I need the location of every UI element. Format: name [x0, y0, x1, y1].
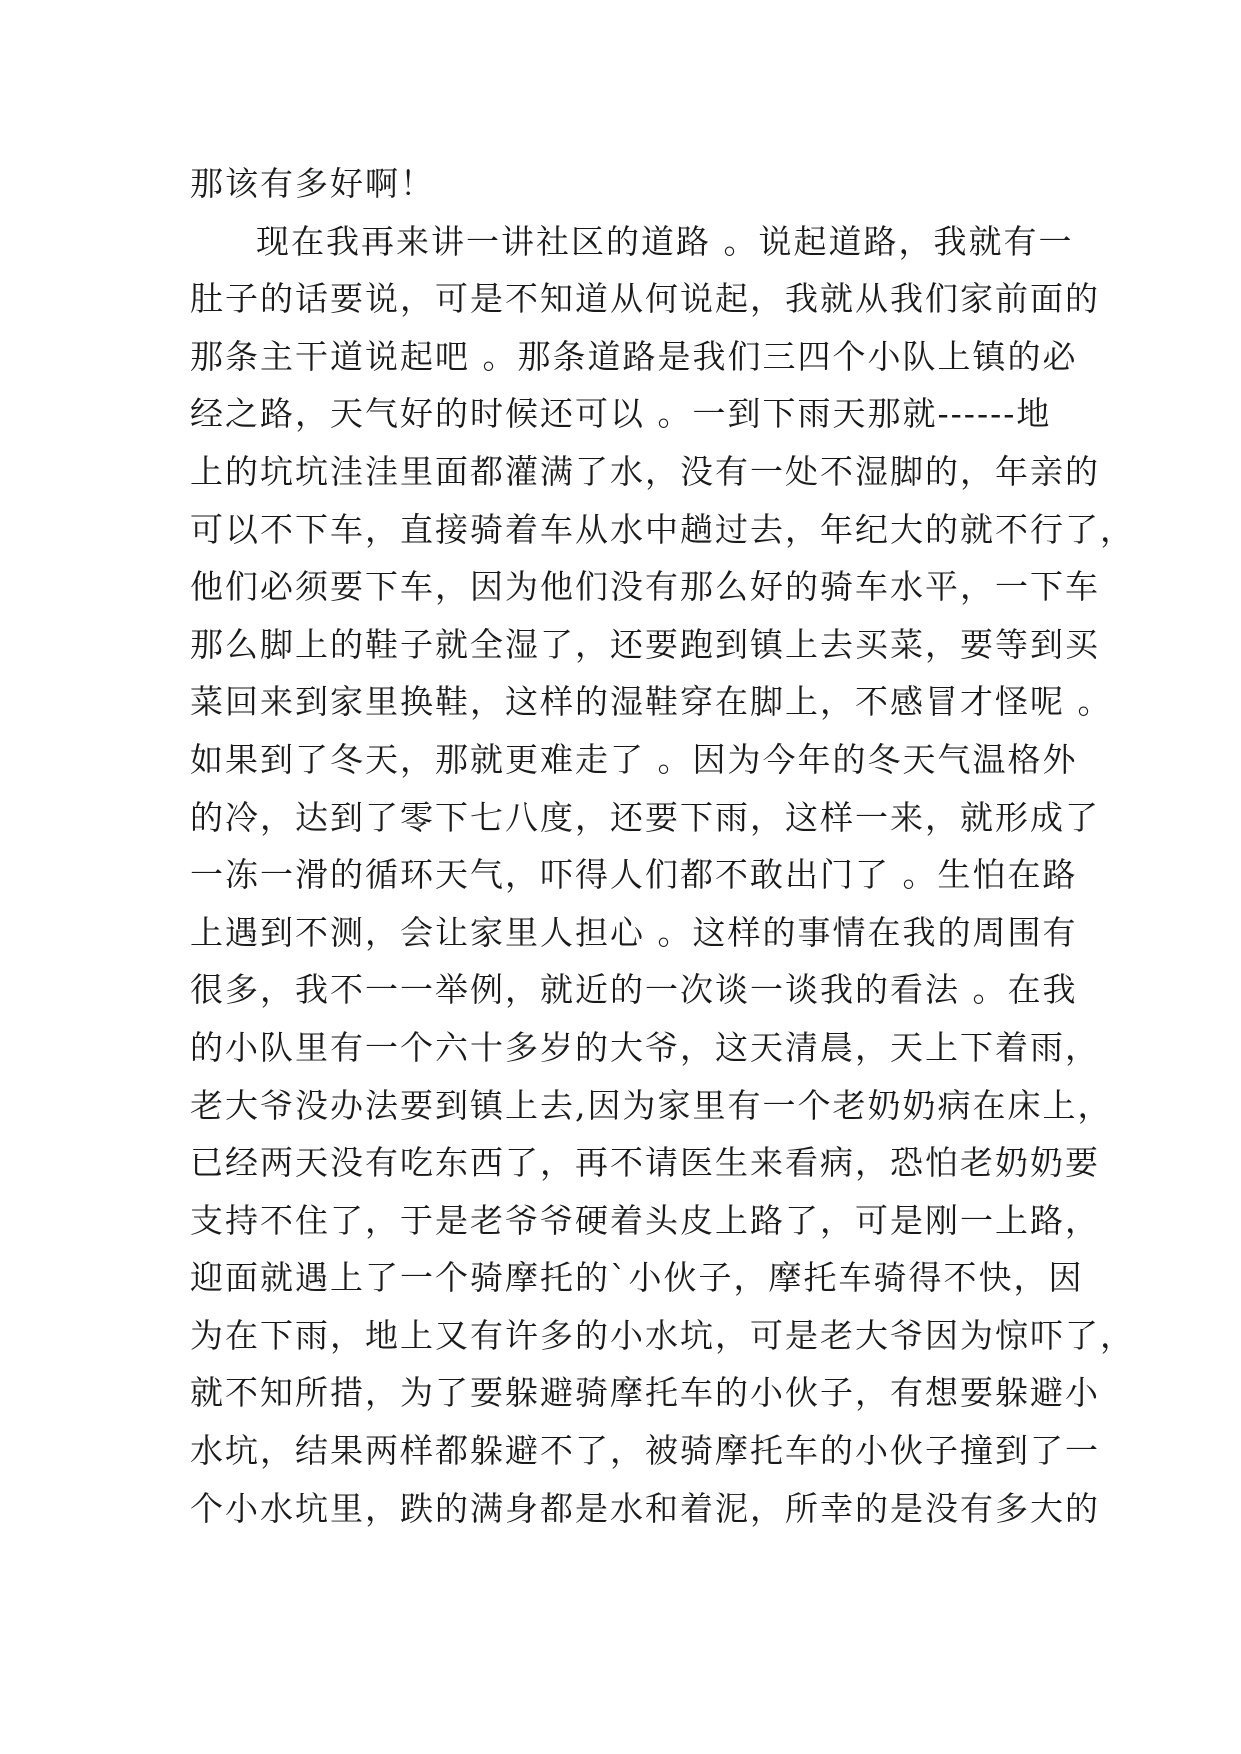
text-line: 老大爷没办法要到镇上去,因为家里有一个老奶奶病在床上，	[190, 1085, 1113, 1125]
text-line: 肚子的话要说，可是不知道从何说起，我就从我们家前面的	[190, 279, 1100, 319]
text-line: 的小队里有一个六十多岁的大爷，这天清晨，天上下着雨，	[190, 1027, 1100, 1067]
text-line: 那条主干道说起吧 。那条道路是我们三四个小队上镇的必	[190, 336, 1078, 376]
text-line: 那么脚上的鞋子就全湿了，还要跑到镇上去买菜，要等到买	[190, 624, 1100, 664]
text-line: 已经两天没有吃东西了，再不请医生来看病，恐怕老奶奶要	[190, 1143, 1100, 1183]
text-line: 的冷，达到了零下七八度，还要下雨，这样一来，就形成了	[190, 797, 1100, 837]
text-line: 他们必须要下车，因为他们没有那么好的骑车水平，一下车	[190, 567, 1100, 607]
text-line: 支持不住了，于是老爷爷硬着头皮上路了，可是刚一上路，	[190, 1200, 1100, 1240]
text-line: 一冻一滑的循环天气，吓得人们都不敢出门了 。生怕在路	[190, 855, 1078, 895]
text-line: 经之路，天气好的时候还可以 。一到下雨天那就------地	[190, 394, 1052, 434]
text-line: 可以不下车，直接骑着车从水中趟过去，年纪大的就不行了，	[190, 509, 1135, 549]
paragraph-start-line: 现在我再来讲一讲社区的道路 。说起道路，我就有一	[256, 221, 1074, 261]
text-line: 为在下雨，地上又有许多的小水坑，可是老大爷因为惊吓了，	[190, 1315, 1135, 1355]
text-line: 个小水坑里，跌的满身都是水和着泥，所幸的是没有多大的	[190, 1488, 1100, 1528]
text-line: 迎面就遇上了一个骑摩托的`小伙子，摩托车骑得不快，因	[190, 1258, 1084, 1298]
text-line: 水坑，结果两样都躲避不了，被骑摩托车的小伙子撞到了一	[190, 1431, 1100, 1471]
body-text	[190, 155, 1135, 1537]
text-line: 菜回来到家里换鞋，这样的湿鞋穿在脚上，不感冒才怪呢 。	[190, 682, 1113, 722]
text-line: 如果到了冬天，那就更难走了 。因为今年的冬天气温格外	[190, 739, 1078, 779]
text-line: 就不知所措，为了要躲避骑摩托车的小伙子，有想要躲避小	[190, 1373, 1100, 1413]
text-line: 很多，我不一一举例，就近的一次谈一谈我的看法 。在我	[190, 970, 1078, 1010]
text-line: 上遇到不测，会让家里人担心 。这样的事情在我的周围有	[190, 912, 1078, 952]
text-line: 那该有多好啊！	[190, 164, 435, 203]
text-line: 上的坑坑洼洼里面都灌满了水，没有一处不湿脚的，年亲的	[190, 451, 1100, 491]
